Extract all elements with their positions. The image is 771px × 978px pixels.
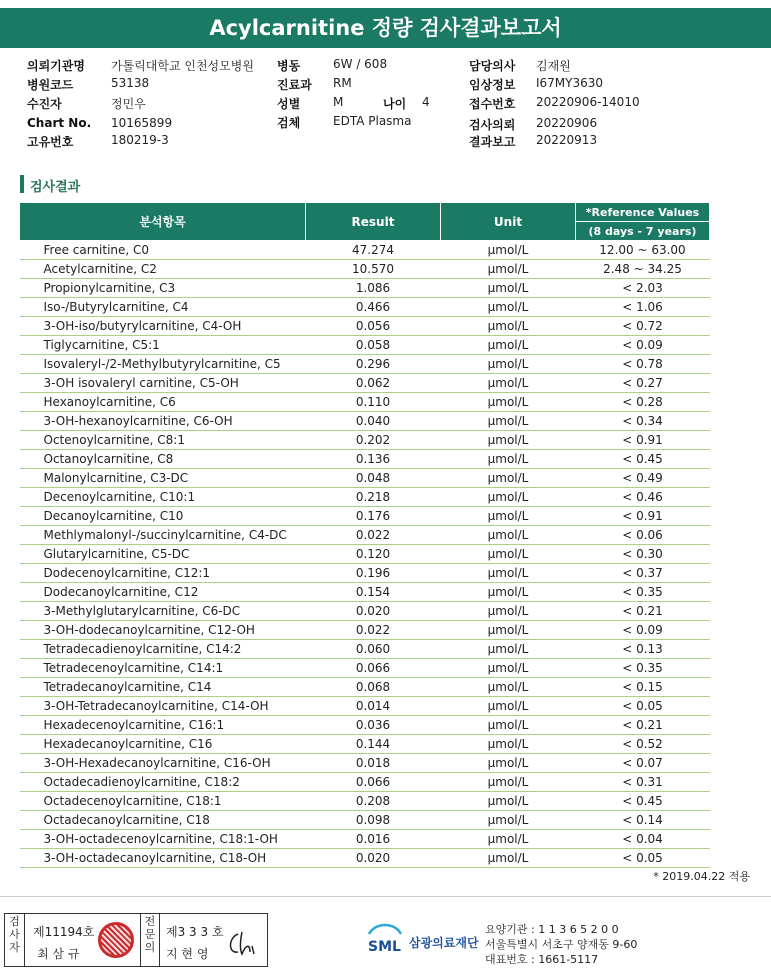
analyte-cell: Iso-/Butyrylcarnitine, C4 xyxy=(20,298,306,317)
result-cell: 0.136 xyxy=(306,450,441,469)
result-cell: 0.218 xyxy=(306,488,441,507)
unit-cell: μmol/L xyxy=(441,640,576,659)
results-table-body xyxy=(20,241,710,868)
ward-label: 병동 xyxy=(277,59,301,73)
result-cell: 0.048 xyxy=(306,469,441,488)
table-row xyxy=(20,374,710,393)
table-row xyxy=(20,488,710,507)
reference-cell: < 0.31 xyxy=(576,773,710,792)
header-reference-range: (8 days - 7 years) xyxy=(576,222,710,241)
unit-cell: μmol/L xyxy=(441,450,576,469)
reference-cell: < 0.14 xyxy=(576,811,710,830)
unit-cell: μmol/L xyxy=(441,830,576,849)
table-row xyxy=(20,526,710,545)
reviewer-license: 제3 3 3 호 xyxy=(166,925,224,939)
footnote: * 2019.04.22 적용 xyxy=(653,870,750,883)
unit-cell: μmol/L xyxy=(441,716,576,735)
table-row xyxy=(20,317,710,336)
unit-cell: μmol/L xyxy=(441,697,576,716)
institution-phone: 대표번호 : 1661-5117 xyxy=(485,953,599,966)
unit-cell: μmol/L xyxy=(441,678,576,697)
unit-cell: μmol/L xyxy=(441,488,576,507)
result-cell: 0.058 xyxy=(306,336,441,355)
result-cell: 0.062 xyxy=(306,374,441,393)
result-cell: 0.066 xyxy=(306,659,441,678)
reference-cell: < 0.52 xyxy=(576,735,710,754)
doctor-label: 담당의사 xyxy=(469,59,516,73)
results-section-title: 검사결과 xyxy=(30,180,81,195)
header-reference: *Reference Values xyxy=(576,203,710,222)
result-cell: 0.060 xyxy=(306,640,441,659)
unit-cell: μmol/L xyxy=(441,602,576,621)
reference-cell: < 0.91 xyxy=(576,507,710,526)
unit-cell: μmol/L xyxy=(441,241,576,260)
reference-cell: 2.48 ~ 34.25 xyxy=(576,260,710,279)
result-cell: 0.040 xyxy=(306,412,441,431)
institution-details xyxy=(485,922,637,967)
reference-cell: < 0.21 xyxy=(576,716,710,735)
reference-cell: < 0.37 xyxy=(576,564,710,583)
reference-cell: < 0.05 xyxy=(576,849,710,868)
analyte-cell: 3-Methylglutarylcarnitine, C6-DC xyxy=(20,602,306,621)
reference-cell: < 0.91 xyxy=(576,431,710,450)
result-cell: 0.120 xyxy=(306,545,441,564)
tester-name: 최 삼 규 xyxy=(37,947,80,961)
result-cell: 0.036 xyxy=(306,716,441,735)
clinical-label: 임상정보 xyxy=(469,78,516,92)
unit-cell: μmol/L xyxy=(441,298,576,317)
result-cell: 0.466 xyxy=(306,298,441,317)
unit-cell: μmol/L xyxy=(441,811,576,830)
institution-address: 서울특별시 서초구 양재동 9-60 xyxy=(485,938,638,951)
analyte-cell: Octadecanoylcarnitine, C18 xyxy=(20,811,306,830)
result-cell: 0.018 xyxy=(306,754,441,773)
request-date-value: 20220906 xyxy=(536,116,598,130)
reviewer-signature-icon xyxy=(226,928,260,958)
analyte-cell: 3-OH-iso/butyrylcarnitine, C4-OH xyxy=(20,317,306,336)
unit-cell: μmol/L xyxy=(441,526,576,545)
result-cell: 0.056 xyxy=(306,317,441,336)
analyte-cell: 3-OH-Tetradecanoylcarnitine, C14-OH xyxy=(20,697,306,716)
hospital-code-label: 병원코드 xyxy=(27,78,74,92)
unit-cell: μmol/L xyxy=(441,659,576,678)
reference-cell: < 0.46 xyxy=(576,488,710,507)
analyte-cell: Methlymalonyl-/succinylcarnitine, C4-DC xyxy=(20,526,306,545)
table-row xyxy=(20,735,710,754)
section-marker xyxy=(20,175,24,193)
unit-cell: μmol/L xyxy=(441,849,576,868)
analyte-cell: Hexadecanoylcarnitine, C16 xyxy=(20,735,306,754)
table-row xyxy=(20,621,710,640)
logo-name: 삼광의료재단 xyxy=(409,936,479,950)
analyte-cell: Decanoylcarnitine, C10 xyxy=(20,507,306,526)
reference-cell: < 0.21 xyxy=(576,602,710,621)
chart-no-value: 10165899 xyxy=(111,116,173,130)
result-cell: 0.110 xyxy=(306,393,441,412)
reference-cell: < 0.45 xyxy=(576,792,710,811)
table-row xyxy=(20,830,710,849)
reference-cell: < 0.35 xyxy=(576,659,710,678)
table-row xyxy=(20,336,710,355)
sex-label: 성별 xyxy=(277,97,301,111)
unit-cell: μmol/L xyxy=(441,735,576,754)
reference-cell: 12.00 ~ 63.00 xyxy=(576,241,710,260)
reference-cell: < 0.35 xyxy=(576,583,710,602)
table-row xyxy=(20,792,710,811)
result-cell: 47.274 xyxy=(306,241,441,260)
reference-cell: < 0.13 xyxy=(576,640,710,659)
reference-cell: < 0.72 xyxy=(576,317,710,336)
ward-value: 6W / 608 xyxy=(333,57,388,71)
result-cell: 0.022 xyxy=(306,526,441,545)
table-row xyxy=(20,355,710,374)
result-cell: 0.296 xyxy=(306,355,441,374)
analyte-cell: Hexadecenoylcarnitine, C16:1 xyxy=(20,716,306,735)
table-row xyxy=(20,431,710,450)
results-table xyxy=(19,202,710,868)
reference-cell: < 0.06 xyxy=(576,526,710,545)
result-cell: 0.208 xyxy=(306,792,441,811)
unit-cell: μmol/L xyxy=(441,412,576,431)
receipt-no-label: 접수번호 xyxy=(469,97,516,111)
header-analyte: 분석항목 xyxy=(20,203,306,241)
table-row xyxy=(20,241,710,260)
result-cell: 0.098 xyxy=(306,811,441,830)
table-row xyxy=(20,697,710,716)
analyte-cell: Octadecadienoylcarnitine, C18:2 xyxy=(20,773,306,792)
unit-cell: μmol/L xyxy=(441,754,576,773)
hospital-code-value: 53138 xyxy=(111,76,150,90)
analyte-cell: Decenoylcarnitine, C10:1 xyxy=(20,488,306,507)
result-cell: 0.176 xyxy=(306,507,441,526)
analyte-cell: Octenoylcarnitine, C8:1 xyxy=(20,431,306,450)
report-date-value: 20220913 xyxy=(536,133,598,147)
recipient-label: 수진자 xyxy=(27,97,62,111)
unit-cell: μmol/L xyxy=(441,260,576,279)
tester-seal xyxy=(98,922,134,958)
table-row xyxy=(20,545,710,564)
reference-cell: < 0.28 xyxy=(576,393,710,412)
analyte-cell: Tiglycarnitine, C5:1 xyxy=(20,336,306,355)
analyte-cell: Acetylcarnitine, C2 xyxy=(20,260,306,279)
analyte-cell: Hexanoylcarnitine, C6 xyxy=(20,393,306,412)
analyte-cell: Tetradecadienoylcarnitine, C14:2 xyxy=(20,640,306,659)
report-title: Acylcarnitine 정량 검사결과보고서 xyxy=(0,8,771,48)
signature-box xyxy=(4,913,268,967)
analyte-cell: Isovaleryl-/2-Methylbutyrylcarnitine, C5 xyxy=(20,355,306,374)
table-row xyxy=(20,811,710,830)
reviewer-label: 전문의 xyxy=(140,914,160,966)
unit-cell: μmol/L xyxy=(441,393,576,412)
reference-cell: < 0.09 xyxy=(576,621,710,640)
table-row xyxy=(20,773,710,792)
reference-cell: < 0.09 xyxy=(576,336,710,355)
unit-cell: μmol/L xyxy=(441,507,576,526)
department-label: 진료과 xyxy=(277,78,312,92)
table-row xyxy=(20,849,710,868)
result-cell: 0.154 xyxy=(306,583,441,602)
analyte-cell: 3-OH-octadecenoylcarnitine, C18:1-OH xyxy=(20,830,306,849)
table-row xyxy=(20,564,710,583)
receipt-no-value: 20220906-14010 xyxy=(536,95,640,109)
unit-cell: μmol/L xyxy=(441,355,576,374)
result-cell: 1.086 xyxy=(306,279,441,298)
table-row xyxy=(20,412,710,431)
result-cell: 0.022 xyxy=(306,621,441,640)
table-row xyxy=(20,279,710,298)
result-cell: 0.020 xyxy=(306,849,441,868)
unit-cell: μmol/L xyxy=(441,792,576,811)
reference-cell: < 2.03 xyxy=(576,279,710,298)
result-cell: 0.014 xyxy=(306,697,441,716)
unit-cell: μmol/L xyxy=(441,279,576,298)
result-cell: 10.570 xyxy=(306,260,441,279)
unit-cell: μmol/L xyxy=(441,336,576,355)
unit-cell: μmol/L xyxy=(441,317,576,336)
sml-logo-icon xyxy=(365,920,405,958)
reference-cell: < 0.45 xyxy=(576,450,710,469)
analyte-cell: Dodecenoylcarnitine, C12:1 xyxy=(20,564,306,583)
unit-cell: μmol/L xyxy=(441,583,576,602)
unit-cell: μmol/L xyxy=(441,773,576,792)
analyte-cell: Octanoylcarnitine, C8 xyxy=(20,450,306,469)
analyte-cell: 3-OH-dodecanoylcarnitine, C12-OH xyxy=(20,621,306,640)
unique-no-label: 고유번호 xyxy=(27,135,74,149)
analyte-cell: 3-OH-Hexadecanoylcarnitine, C16-OH xyxy=(20,754,306,773)
clinical-value: I67MY3630 xyxy=(536,76,604,90)
result-cell: 0.068 xyxy=(306,678,441,697)
reference-cell: < 0.05 xyxy=(576,697,710,716)
table-row xyxy=(20,298,710,317)
result-cell: 0.016 xyxy=(306,830,441,849)
analyte-cell: Glutarylcarnitine, C5-DC xyxy=(20,545,306,564)
reference-cell: < 0.07 xyxy=(576,754,710,773)
result-cell: 0.202 xyxy=(306,431,441,450)
result-cell: 0.066 xyxy=(306,773,441,792)
table-row xyxy=(20,583,710,602)
reference-cell: < 0.15 xyxy=(576,678,710,697)
table-row xyxy=(20,602,710,621)
specimen-label: 검체 xyxy=(277,116,301,130)
table-row xyxy=(20,260,710,279)
analyte-cell: Malonylcarnitine, C3-DC xyxy=(20,469,306,488)
institution-label: 의뢰기관명 xyxy=(27,59,85,73)
sex-value: M xyxy=(333,95,344,109)
tester-license: 제11194호 xyxy=(33,925,95,939)
chart-no-label: Chart No. xyxy=(27,116,92,130)
analyte-cell: 3-OH-hexanoylcarnitine, C6-OH xyxy=(20,412,306,431)
analyte-cell: Dodecanoylcarnitine, C12 xyxy=(20,583,306,602)
specimen-value: EDTA Plasma xyxy=(333,114,412,128)
result-cell: 0.020 xyxy=(306,602,441,621)
institution-value: 가톨릭대학교 인천성모병원 xyxy=(111,59,254,73)
analyte-cell: Free carnitine, C0 xyxy=(20,241,306,260)
analyte-cell: Octadecenoylcarnitine, C18:1 xyxy=(20,792,306,811)
analyte-cell: Propionylcarnitine, C3 xyxy=(20,279,306,298)
reference-cell: < 0.78 xyxy=(576,355,710,374)
unit-cell: μmol/L xyxy=(441,545,576,564)
analyte-cell: Tetradecanoylcarnitine, C14 xyxy=(20,678,306,697)
unit-cell: μmol/L xyxy=(441,431,576,450)
reference-cell: < 0.49 xyxy=(576,469,710,488)
request-date-label: 검사의뢰 xyxy=(469,118,516,132)
reviewer-name: 지 현 영 xyxy=(166,947,209,961)
analyte-cell: Tetradecenoylcarnitine, C14:1 xyxy=(20,659,306,678)
result-cell: 0.144 xyxy=(306,735,441,754)
unit-cell: μmol/L xyxy=(441,469,576,488)
table-row xyxy=(20,678,710,697)
table-row xyxy=(20,716,710,735)
footer-divider xyxy=(0,896,771,897)
logo-mark-text: SML xyxy=(368,939,401,955)
age-label: 나이 xyxy=(383,97,407,111)
tester-label: 검사자 xyxy=(5,914,25,966)
table-row xyxy=(20,659,710,678)
header-result: Result xyxy=(306,203,441,241)
header-unit: Unit xyxy=(441,203,576,241)
table-row xyxy=(20,469,710,488)
report-date-label: 결과보고 xyxy=(469,135,516,149)
department-value: RM xyxy=(333,76,352,90)
reference-cell: < 0.30 xyxy=(576,545,710,564)
table-row xyxy=(20,450,710,469)
reference-cell: < 0.34 xyxy=(576,412,710,431)
table-row xyxy=(20,640,710,659)
analyte-cell: 3-OH-octadecanoylcarnitine, C18-OH xyxy=(20,849,306,868)
institution-code: 요양기관 : 1 1 3 6 5 2 0 0 xyxy=(485,923,619,936)
unit-cell: μmol/L xyxy=(441,564,576,583)
doctor-value: 김재원 xyxy=(536,59,571,73)
unique-no-value: 180219-3 xyxy=(111,133,169,147)
reference-cell: < 0.04 xyxy=(576,830,710,849)
reference-cell: < 0.27 xyxy=(576,374,710,393)
table-row xyxy=(20,393,710,412)
table-row xyxy=(20,754,710,773)
analyte-cell: 3-OH isovaleryl carnitine, C5-OH xyxy=(20,374,306,393)
age-value: 4 xyxy=(422,95,430,109)
reference-cell: < 1.06 xyxy=(576,298,710,317)
table-row xyxy=(20,507,710,526)
unit-cell: μmol/L xyxy=(441,374,576,393)
recipient-value: 정민우 xyxy=(111,97,146,111)
result-cell: 0.196 xyxy=(306,564,441,583)
unit-cell: μmol/L xyxy=(441,621,576,640)
